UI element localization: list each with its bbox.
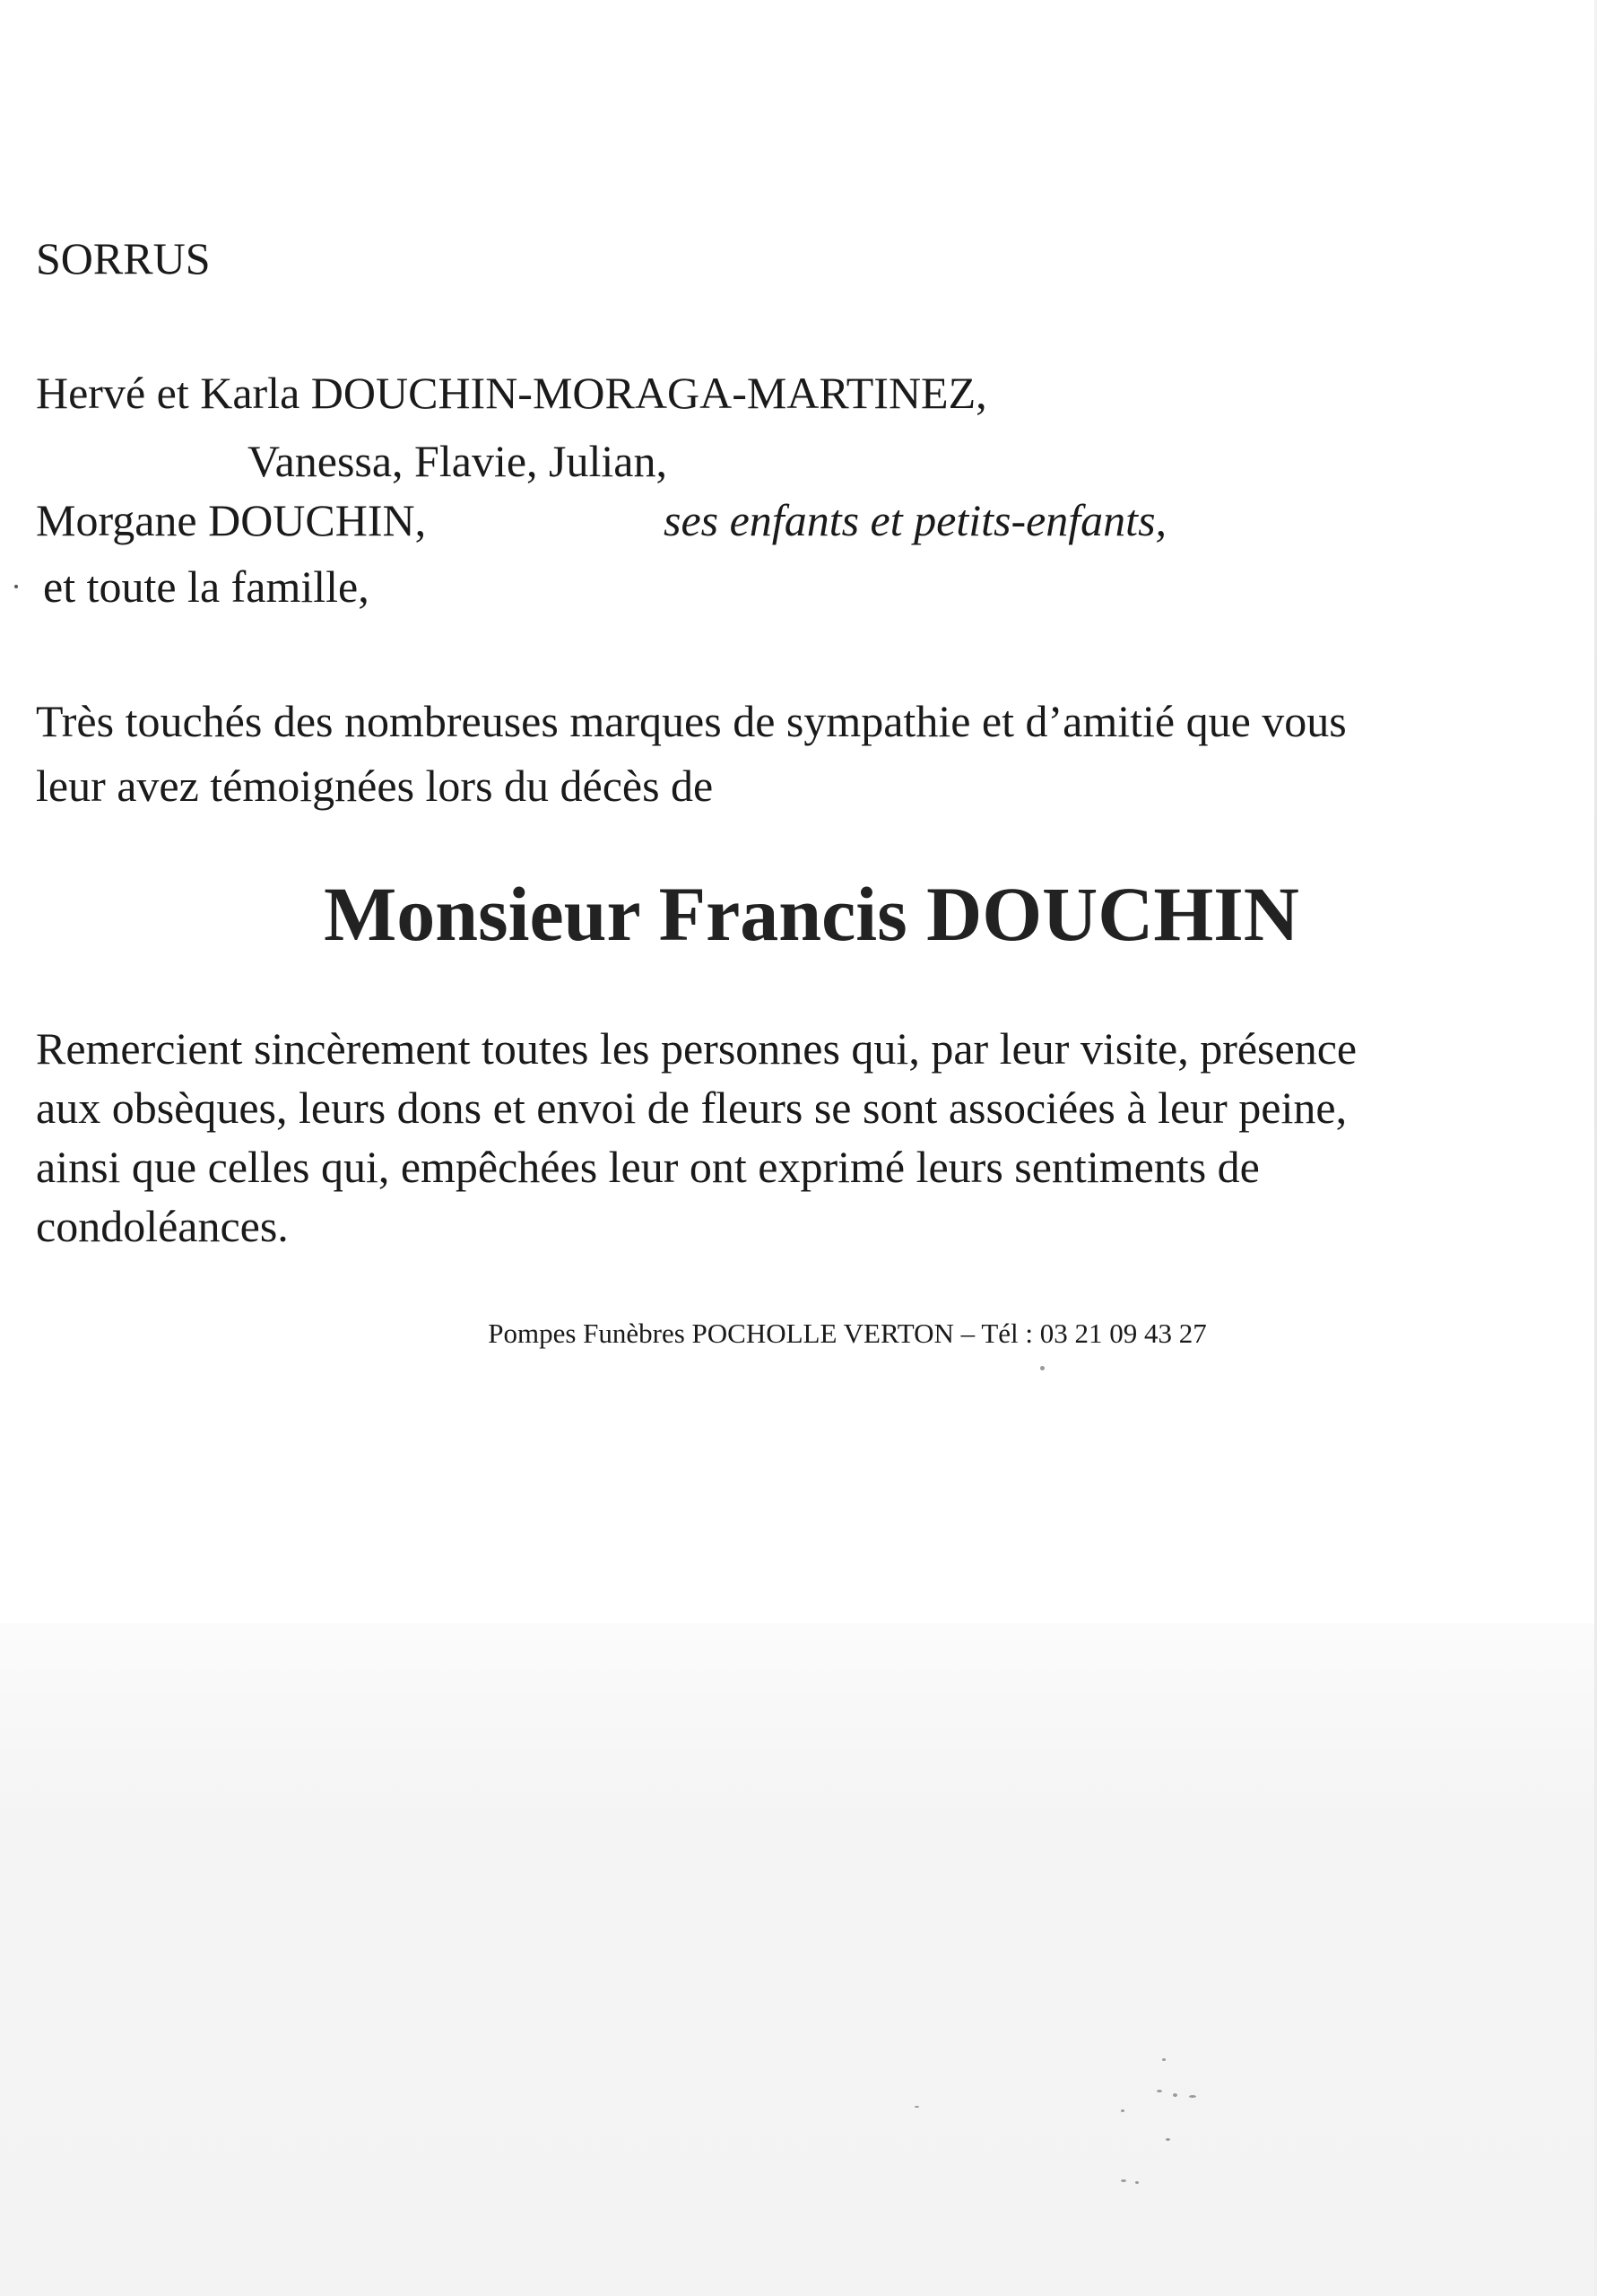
family-line-4: et toute la famille, — [43, 561, 369, 612]
scan-speck — [1121, 2109, 1124, 2112]
scan-speck — [1162, 2058, 1166, 2061]
scan-edge — [1594, 0, 1597, 2296]
thanks-line-1: Remercient sincèrement toutes les personnes qui, par leur visite, présence — [36, 1023, 1358, 1074]
town-name: SORRUS — [36, 233, 211, 283]
scan-speck — [1121, 2179, 1126, 2182]
thanks-paragraph — [36, 1019, 1524, 1256]
thanks-line-3: ainsi que celles qui, empêchées leur ont exprimé leurs sentiments de — [36, 1142, 1260, 1192]
scan-speck — [1173, 2093, 1177, 2097]
scan-speck — [1166, 2138, 1170, 2141]
scan-speck — [1135, 2181, 1139, 2184]
scan-dot — [14, 585, 18, 588]
intro-line-2: leur avez témoignées lors du décès de — [36, 761, 714, 811]
scan-speck — [1157, 2090, 1162, 2092]
scan-speck — [915, 2106, 919, 2108]
family-line-2: Vanessa, Flavie, Julian, — [247, 436, 667, 486]
intro-line-1: Très touchés des nombreuses marques de sympathie et d’amitié que vous — [36, 696, 1347, 746]
thanks-line-4: condoléances. — [36, 1201, 289, 1251]
thanks-line-2: aux obsèques, leurs dons et envoi de fleurs se sont associées à leur peine, — [36, 1083, 1348, 1133]
scan-speck — [1189, 2095, 1196, 2098]
intro-paragraph — [36, 689, 1506, 818]
deceased-name: Monsieur Francis DOUCHIN — [324, 871, 1299, 957]
scan-speck — [1040, 1366, 1045, 1370]
family-line-3: Morgane DOUCHIN, — [36, 495, 427, 545]
scan-shadow — [0, 1623, 1594, 2296]
funeral-home-footer: Pompes Funèbres POCHOLLE VERTON – Tél : 03 21 09 43 27 — [488, 1318, 1207, 1349]
family-line-1: Hervé et Karla DOUCHIN-MORAGA-MARTINEZ, — [36, 368, 987, 418]
family-relation-note: ses enfants et petits-enfants, — [664, 495, 1167, 545]
